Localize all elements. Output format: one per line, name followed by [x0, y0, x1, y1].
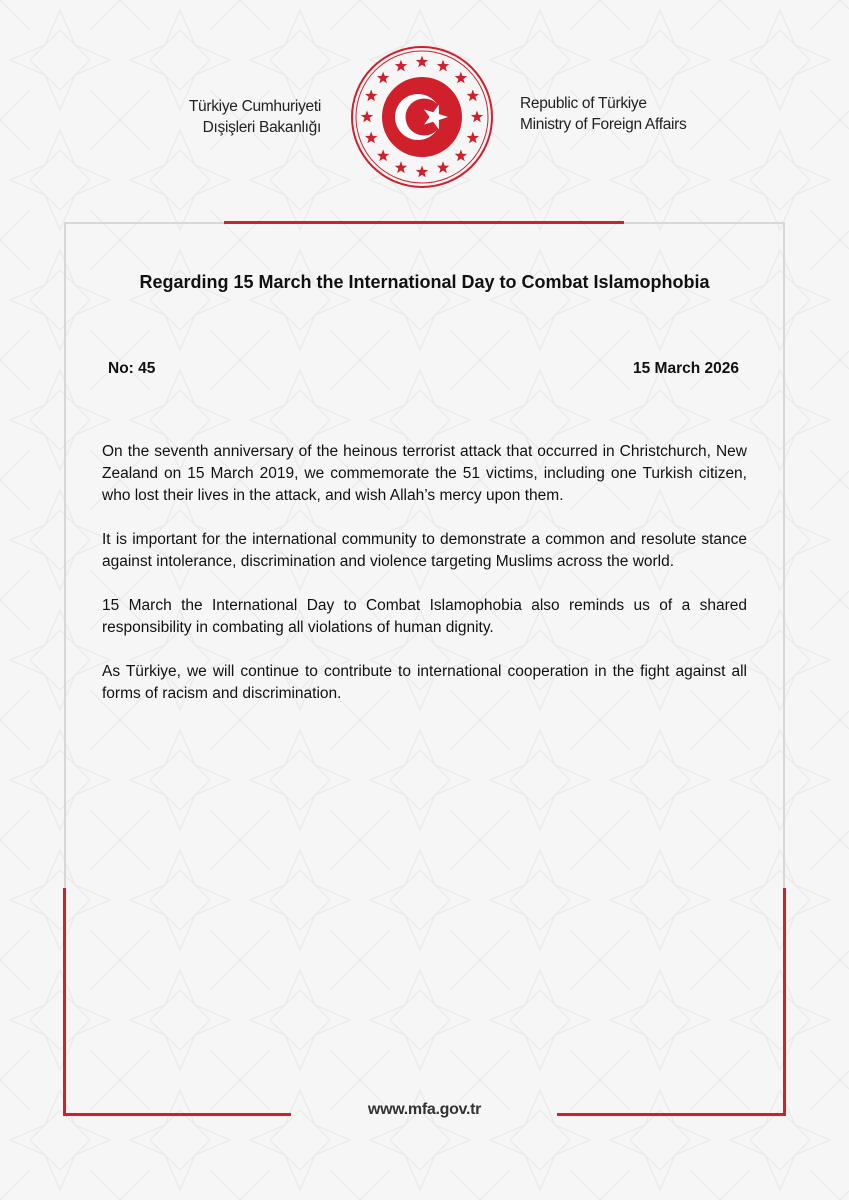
frame-top-left-line — [64, 222, 224, 224]
frame-right-accent — [783, 888, 786, 1116]
frame-top-accent — [224, 221, 624, 224]
frame-top-right-line — [624, 222, 785, 224]
footer-website-link[interactable]: www.mfa.gov.tr — [367, 1101, 482, 1118]
ministry-name-english — [520, 93, 686, 135]
ministry-name-turkish-line2: Dışişleri Bakanlığı — [202, 119, 321, 136]
document-date: 15 March 2026 — [633, 360, 739, 377]
ministry-name-turkish-line1: Türkiye Cumhuriyeti — [188, 98, 321, 115]
ministry-name-english-line2: Ministry of Foreign Affairs — [520, 116, 687, 133]
ministry-name-english-line1: Republic of Türkiye — [520, 95, 647, 112]
frame-left-accent — [63, 888, 66, 1116]
body-paragraph-4: As Türkiye, we will continue to contribute to international cooperation in the fight against all forms of racism and discrimination. — [102, 663, 747, 702]
document-title: Regarding 15 March the International Day to Combat Islamophobia — [139, 272, 710, 292]
body-paragraph-3: 15 March the International Day to Combat Islamophobia also reminds us of a shared responsibility in combating all violations of human dignity. — [102, 597, 747, 636]
frame-left-line — [64, 222, 66, 890]
ministry-seal-icon — [347, 45, 497, 190]
body-paragraph-2: It is important for the international community to demonstrate a common and resolute stance against intolerance, discrimination and violence targeting Muslims across the world. — [102, 531, 747, 570]
frame-right-line — [783, 222, 785, 890]
letterhead — [0, 0, 849, 200]
body-paragraph-1: On the seventh anniversary of the heinous terrorist attack that occurred in Christchurch, New Zealand on 15 March 2019, we commemorate the 51 victims, including one Turkish citizen, who lost their lives in the attack, and wish Allah’s mercy upon them. — [102, 443, 747, 504]
document-body — [102, 441, 747, 727]
ministry-name-turkish — [189, 96, 321, 138]
document-number: No: 45 — [108, 360, 156, 377]
